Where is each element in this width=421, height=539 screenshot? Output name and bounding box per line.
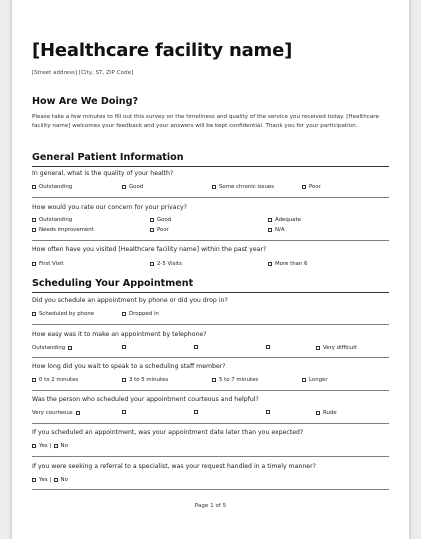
question-divider	[32, 197, 389, 198]
option-some-chronic-issues[interactable]: Some chronic issues	[212, 184, 274, 190]
scale-option-2[interactable]	[122, 345, 126, 349]
checkbox-icon[interactable]	[194, 410, 198, 414]
checkbox-icon[interactable]	[32, 218, 36, 222]
scale-option-3[interactable]	[194, 345, 198, 349]
checkbox-icon[interactable]	[122, 345, 126, 349]
checkbox-icon[interactable]	[32, 378, 36, 382]
option-more-than-6[interactable]: More than 6	[268, 261, 307, 267]
option-na[interactable]: N/A	[268, 227, 285, 233]
checkbox-icon[interactable]	[54, 444, 58, 448]
checkbox-icon[interactable]	[76, 411, 80, 415]
option-poor[interactable]: Poor	[302, 184, 321, 190]
option-longer[interactable]: Longer	[302, 377, 328, 383]
checkbox-icon[interactable]	[268, 218, 272, 222]
checkbox-icon[interactable]	[316, 346, 320, 350]
checkbox-icon[interactable]	[268, 228, 272, 232]
checkbox-icon[interactable]	[212, 185, 216, 189]
option-outstanding[interactable]: Outstanding	[32, 217, 72, 223]
scale-option-4[interactable]	[266, 410, 270, 414]
checkbox-icon[interactable]	[150, 228, 154, 232]
question-divider	[32, 489, 389, 490]
checkbox-icon[interactable]	[54, 478, 58, 482]
checkbox-icon[interactable]	[302, 185, 306, 189]
option-poor[interactable]: Poor	[150, 227, 169, 233]
question-divider	[32, 324, 389, 325]
checkbox-icon[interactable]	[316, 411, 320, 415]
scale-option-1[interactable]: Very courteous	[32, 410, 83, 416]
option-needs-improvement[interactable]: Needs improvement	[32, 227, 94, 233]
intro-text: Please take a few minutes to fill out this survey on the timeliness and quality of the service you received today. [Healthcare facility name] welcomes your feedback and your answers will be kept confidential. Thank you for your participation.	[32, 114, 379, 129]
option-0-to-2-minutes[interactable]: 0 to 2 minutes	[32, 377, 78, 383]
scale-option-5[interactable]: Rude	[316, 410, 337, 416]
scale-option-5[interactable]: Very difficult	[316, 345, 357, 351]
checkbox-icon[interactable]	[212, 378, 216, 382]
section-heading-general: General Patient Information	[32, 152, 184, 163]
facility-address: [Street address] [City, ST, ZIP Code]	[32, 70, 134, 76]
section-heading-scheduling: Scheduling Your Appointment	[32, 278, 194, 289]
question-courtesy: Was the person who scheduled your appointment courteous and helpful?	[32, 396, 259, 403]
checkbox-icon[interactable]	[32, 185, 36, 189]
checkbox-icon[interactable]	[122, 410, 126, 414]
option-adequate[interactable]: Adequate	[268, 217, 301, 223]
page-number: Page 1 of 5	[194, 503, 227, 509]
checkbox-icon[interactable]	[302, 378, 306, 382]
checkbox-icon[interactable]	[266, 410, 270, 414]
option-dropped-in[interactable]: Dropped in	[122, 311, 159, 317]
yes-no-options[interactable]: Yes | No	[32, 477, 68, 483]
section-divider	[32, 292, 389, 293]
checkbox-icon[interactable]	[122, 312, 126, 316]
checkbox-icon[interactable]	[150, 262, 154, 266]
question-phone-ease: How easy was it to make an appointment by telephone?	[32, 331, 207, 338]
question-divider	[32, 240, 389, 241]
option-scheduled-by-phone[interactable]: Scheduled by phone	[32, 311, 94, 317]
option-outstanding[interactable]: Outstanding	[32, 184, 72, 190]
option-3-to-5-minutes[interactable]: 3 to 5 minutes	[122, 377, 168, 383]
question-referral: If you were seeking a referral to a specialist, was your request handled in a timely manner?	[32, 463, 316, 470]
option-5-to-7-minutes[interactable]: 5 to 7 minutes	[212, 377, 258, 383]
question-divider	[32, 456, 389, 457]
checkbox-icon[interactable]	[194, 345, 198, 349]
checkbox-icon[interactable]	[266, 345, 270, 349]
question-health-quality: In general, what is the quality of your health?	[32, 170, 174, 177]
option-2-5-visits[interactable]: 2-5 Visits	[150, 261, 182, 267]
checkbox-icon[interactable]	[32, 444, 36, 448]
checkbox-icon[interactable]	[268, 262, 272, 266]
section-divider	[32, 166, 389, 167]
question-divider	[32, 390, 389, 391]
question-wait-time: How long did you wait to speak to a scheduling staff member?	[32, 363, 226, 370]
scale-option-3[interactable]	[194, 410, 198, 414]
document-page	[11, 0, 410, 539]
option-good[interactable]: Good	[150, 217, 171, 223]
question-divider	[32, 423, 389, 424]
intro-heading: How Are We Doing?	[32, 96, 139, 107]
scale-option-4[interactable]	[266, 345, 270, 349]
checkbox-icon[interactable]	[150, 218, 154, 222]
question-appointment-date: If you scheduled an appointment, was your appointment date later than you expected?	[32, 429, 304, 436]
facility-title: [Healthcare facility name]	[32, 40, 293, 61]
checkbox-icon[interactable]	[32, 228, 36, 232]
checkbox-icon[interactable]	[122, 378, 126, 382]
checkbox-icon[interactable]	[32, 478, 36, 482]
option-good[interactable]: Good	[122, 184, 143, 190]
question-visit-frequency: How often have you visited [Healthcare facility name] within the past year?	[32, 246, 267, 253]
checkbox-icon[interactable]	[32, 312, 36, 316]
checkbox-icon[interactable]	[122, 185, 126, 189]
question-divider	[32, 357, 389, 358]
scale-option-1[interactable]: Outstanding	[32, 345, 75, 351]
option-first-visit[interactable]: First Visit	[32, 261, 64, 267]
yes-no-options[interactable]: Yes | No	[32, 443, 68, 449]
checkbox-icon[interactable]	[32, 262, 36, 266]
question-privacy: How would you rate our concern for your privacy?	[32, 204, 187, 211]
scale-option-2[interactable]	[122, 410, 126, 414]
question-schedule-method: Did you schedule an appointment by phone or did you drop in?	[32, 297, 228, 304]
checkbox-icon[interactable]	[68, 346, 72, 350]
